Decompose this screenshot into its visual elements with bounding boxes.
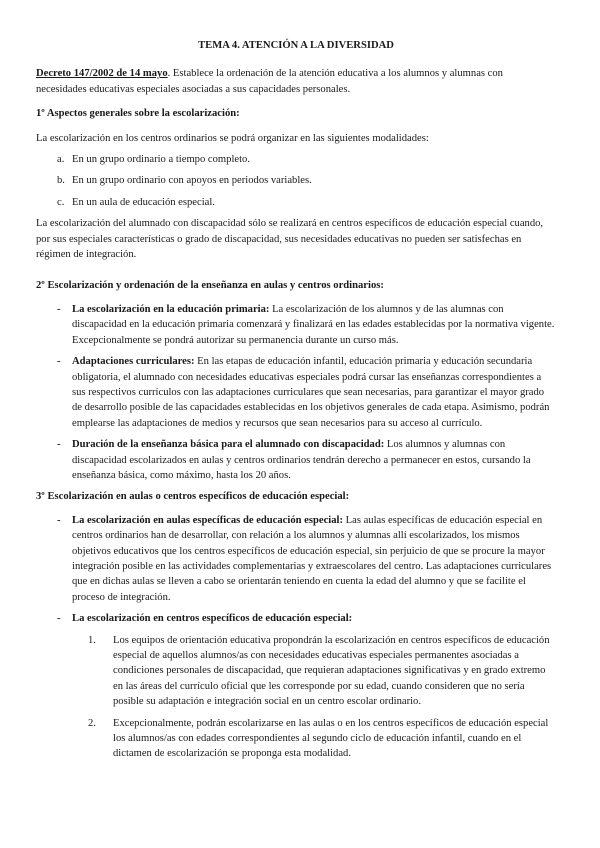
number-marker: 1.: [88, 634, 96, 646]
special-education-list: [36, 513, 556, 762]
list-item: [36, 354, 556, 431]
list-item: [36, 513, 556, 605]
section-heading: 2º Escolarización y ordenación de la enseñanza en aulas y centros ordinarios:: [36, 280, 384, 292]
section-heading: 3º Escolarización en aulas o centros específicos de educación especial:: [36, 491, 350, 503]
item-text: En las etapas de educación infantil, educación primaria y educación secundaria obligatoria, el alumnado con necesidades educativas especiales podrá cursar las enseñanzas correspondientes a sus respectivos currículos con las adaptaciones curriculares que sean necesarias, para garantizar el mayor grado de desarrollo posible de las capacidades establecidas en los objetivos generales de cada etapa. Asimismo, podrán emplearse las adaptaciones de medios y recursos que sean necesarios para su acceso al currículo.: [72, 356, 550, 429]
section-closing-paragraph: La escolarización del alumnado con discapacidad sólo se realizará en centros específicos de educación especial cuando, por sus especiales características o grado de discapacidad, sus necesidades educativas no pueden ser satisfechas en régimen de integración.: [36, 218, 544, 261]
item-text: Los alumnos y alumnas con discapacidad escolarizados en aulas y centros ordinarios tendrán derecho a permanecer en estos, cursando la enseñanza básica, como máximo, hasta los 20 años.: [72, 439, 531, 481]
item-label: La escolarización en centros específicos de educación especial:: [72, 613, 353, 625]
section-general-aspects: [36, 106, 556, 262]
document-title: TEMA 4. ATENCIÓN A LA DIVERSIDAD: [198, 40, 394, 51]
numbered-item: [72, 716, 556, 762]
item-label: Adaptaciones curriculares:: [72, 356, 195, 368]
list-item: [36, 302, 556, 348]
numbered-item: [72, 633, 556, 710]
dash-marker: -: [57, 303, 61, 315]
list-item: [36, 173, 556, 188]
section-heading: 1º Aspectos generales sobre la escolarización:: [36, 108, 240, 120]
ordinary-schooling-list: [36, 302, 556, 483]
dash-marker: -: [57, 514, 61, 526]
intro-paragraph: [36, 66, 556, 97]
list-marker: c.: [57, 196, 65, 208]
numbered-item-text: Los equipos de orientación educativa propondrán la escolarización en centros específicos de educación especial de aquellos alumnos/as con necesidades educativas especiales permanentes asociadas a condiciones personales de discapacidad, que requieran adaptaciones significativas y en grado extremo en las áreas del currículo oficial que les corresponde por su edad, cuando consideren que no sería posible su adaptación e integración social en un centro escolar ordinario.: [113, 634, 550, 708]
list-marker: a.: [57, 154, 65, 166]
intro-text: . Establece la ordenación de la atención educativa a los alumnos y alumnas con necesidades educativas especiales asociadas a sus capacidades personales.: [36, 68, 503, 95]
list-item-text: En un grupo ordinario a tiempo completo.: [72, 154, 250, 166]
item-text: La escolarización de los alumnos y de las alumnas con discapacidad en la educación primaria comenzará y finalizará en las edades establecidas por la normativa vigente. Excepcionalmente se pondrá autorizar su permanencia durante un curso más.: [72, 303, 555, 346]
modalities-list: [36, 152, 556, 210]
section-ordinary-schooling: [36, 278, 556, 483]
dash-marker: -: [57, 613, 61, 625]
decree-reference: Decreto 147/2002 de 14 mayo: [36, 68, 168, 80]
specific-centers-list: [72, 633, 556, 762]
list-item-text: En un aula de educación especial.: [72, 196, 215, 208]
section-special-education: [36, 489, 556, 762]
dash-marker: -: [57, 356, 61, 368]
list-item: [36, 437, 556, 483]
list-item: [36, 152, 556, 167]
item-label: La escolarización en aulas específicas de educación especial:: [72, 514, 343, 526]
numbered-item-text: Excepcionalmente, podrán escolarizarse en las aulas o en los centros específicos de educación especial los alumnos/as con edades correspondientes al segundo ciclo de educación infantil, cuando en el dictamen de escolarización se proponga esta modalidad.: [113, 717, 549, 760]
list-item: [36, 195, 556, 210]
item-label: Duración de la enseñanza básica para el alumnado con discapacidad:: [72, 439, 385, 451]
dash-marker: -: [57, 439, 61, 451]
number-marker: 2.: [88, 717, 96, 729]
list-item-text: En un grupo ordinario con apoyos en periodos variables.: [72, 175, 312, 187]
list-item: [36, 611, 556, 762]
list-marker: b.: [57, 175, 65, 187]
item-text: Las aulas específicas de educación especial en centros ordinarios han de desarrollar, con relación a los alumnos y alumnas allí escolarizados, los mismos objetivos educativos que los centros específicos de educación especial, sin perjuicio de que se procure la mayor integración posible en las actividades complementarias y extraescolares del centro. Las adaptaciones curriculares que en dichas aulas se lleven a cabo se orientarán teniendo en cuenta la edad del alumno y que se facilite el proceso de integración.: [72, 514, 552, 603]
section-lead: La escolarización en los centros ordinarios se podrá organizar en las siguientes modalidades:: [36, 132, 429, 144]
item-label: La escolarización en la educación primaria:: [72, 303, 270, 315]
